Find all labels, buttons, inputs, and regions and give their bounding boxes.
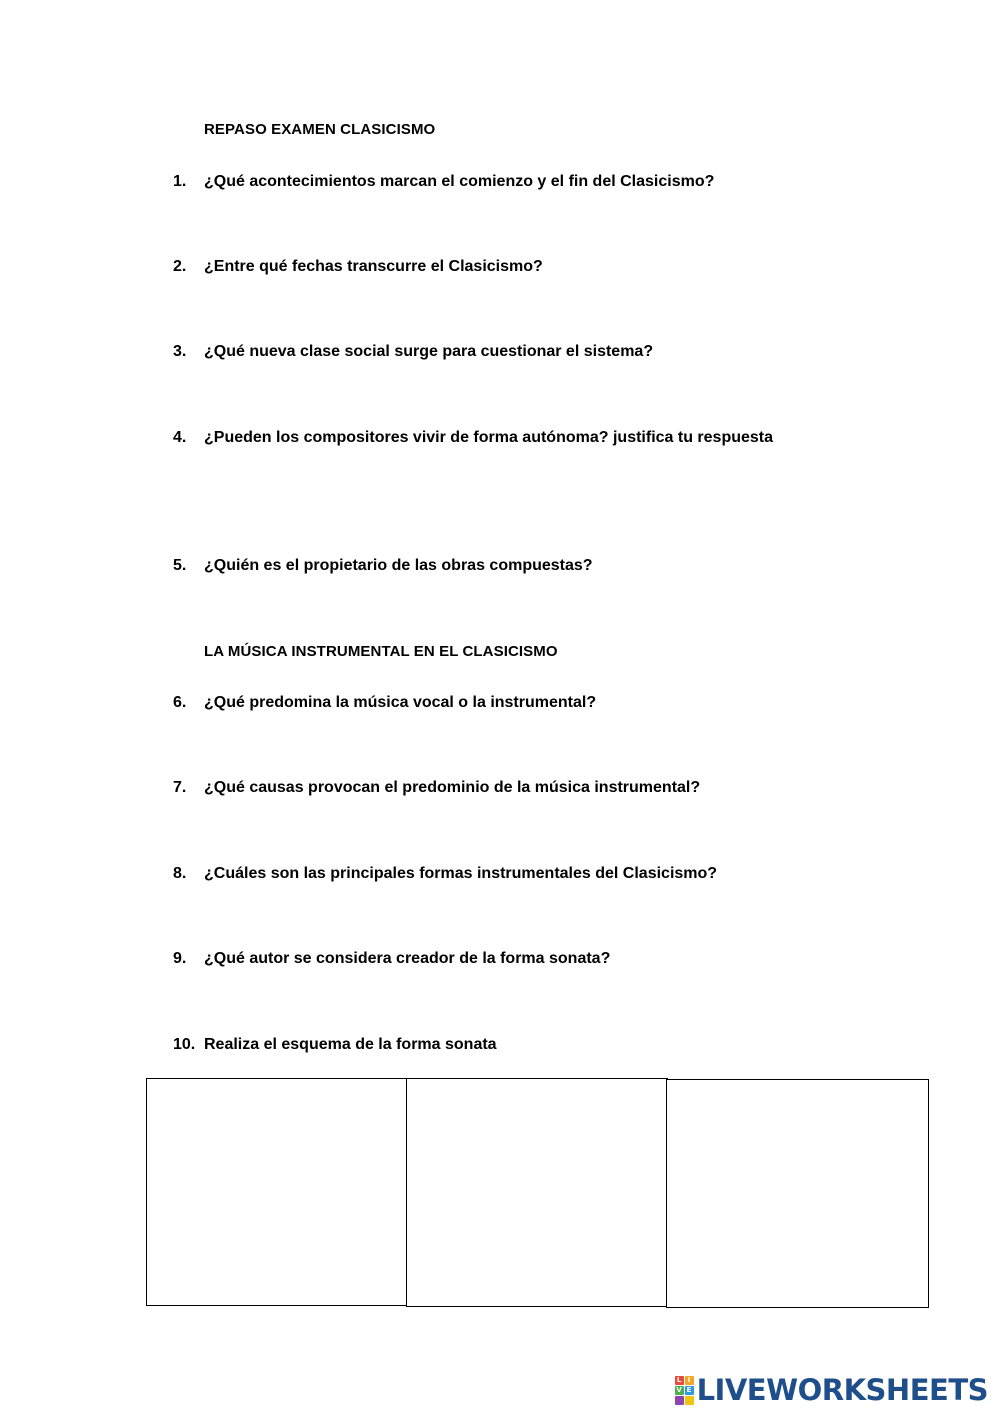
question-text: ¿Quién es el propietario de las obras compuestas? — [204, 557, 593, 574]
logo-tile — [675, 1396, 684, 1405]
question-text: ¿Qué acontecimientos marcan el comienzo y el fin del Clasicismo? — [204, 173, 715, 190]
section-title: LA MÚSICA INSTRUMENTAL EN EL CLASICISMO — [204, 643, 558, 660]
question-number: 3. — [173, 343, 187, 360]
question-text: ¿Qué nueva clase social surge para cuestionar el sistema? — [204, 343, 654, 360]
question-number: 7. — [173, 779, 187, 796]
logo-tile: L — [675, 1376, 684, 1385]
liveworksheets-icon — [675, 1376, 694, 1405]
logo-tile: E — [685, 1386, 694, 1395]
question-number: 4. — [173, 429, 187, 446]
sonata-scheme-box-2[interactable] — [406, 1078, 668, 1307]
question-text: ¿Qué causas provocan el predominio de la música instrumental? — [204, 779, 701, 796]
question-text: ¿Pueden los compositores vivir de forma autónoma? justifica tu respuesta — [204, 429, 774, 446]
question-text: ¿Cuáles son las principales formas instrumentales del Clasicismo? — [204, 865, 718, 882]
question-text: Realiza el esquema de la forma sonata — [204, 1036, 497, 1053]
question-number: 5. — [173, 557, 187, 574]
question-number: 2. — [173, 258, 187, 275]
question-number: 6. — [173, 694, 187, 711]
question-number: 8. — [173, 865, 187, 882]
logo-tile — [685, 1396, 694, 1405]
question-text: ¿Entre qué fechas transcurre el Clasicismo? — [204, 258, 543, 275]
question-number: 10. — [173, 1036, 196, 1053]
liveworksheets-logo — [675, 1374, 988, 1406]
question-number: 1. — [173, 173, 187, 190]
logo-text: LIVEWORKSHEETS — [696, 1373, 988, 1407]
logo-tile: V — [676, 1385, 682, 1394]
question-number: 9. — [173, 950, 187, 967]
question-text: ¿Qué autor se considera creador de la forma sonata? — [204, 950, 611, 967]
sonata-scheme-box-1[interactable] — [146, 1078, 408, 1306]
question-text: ¿Qué predomina la música vocal o la instrumental? — [204, 694, 597, 711]
page-title: REPASO EXAMEN CLASICISMO — [204, 121, 436, 138]
logo-tile: I — [685, 1376, 694, 1385]
sonata-scheme-box-3[interactable] — [666, 1079, 929, 1308]
